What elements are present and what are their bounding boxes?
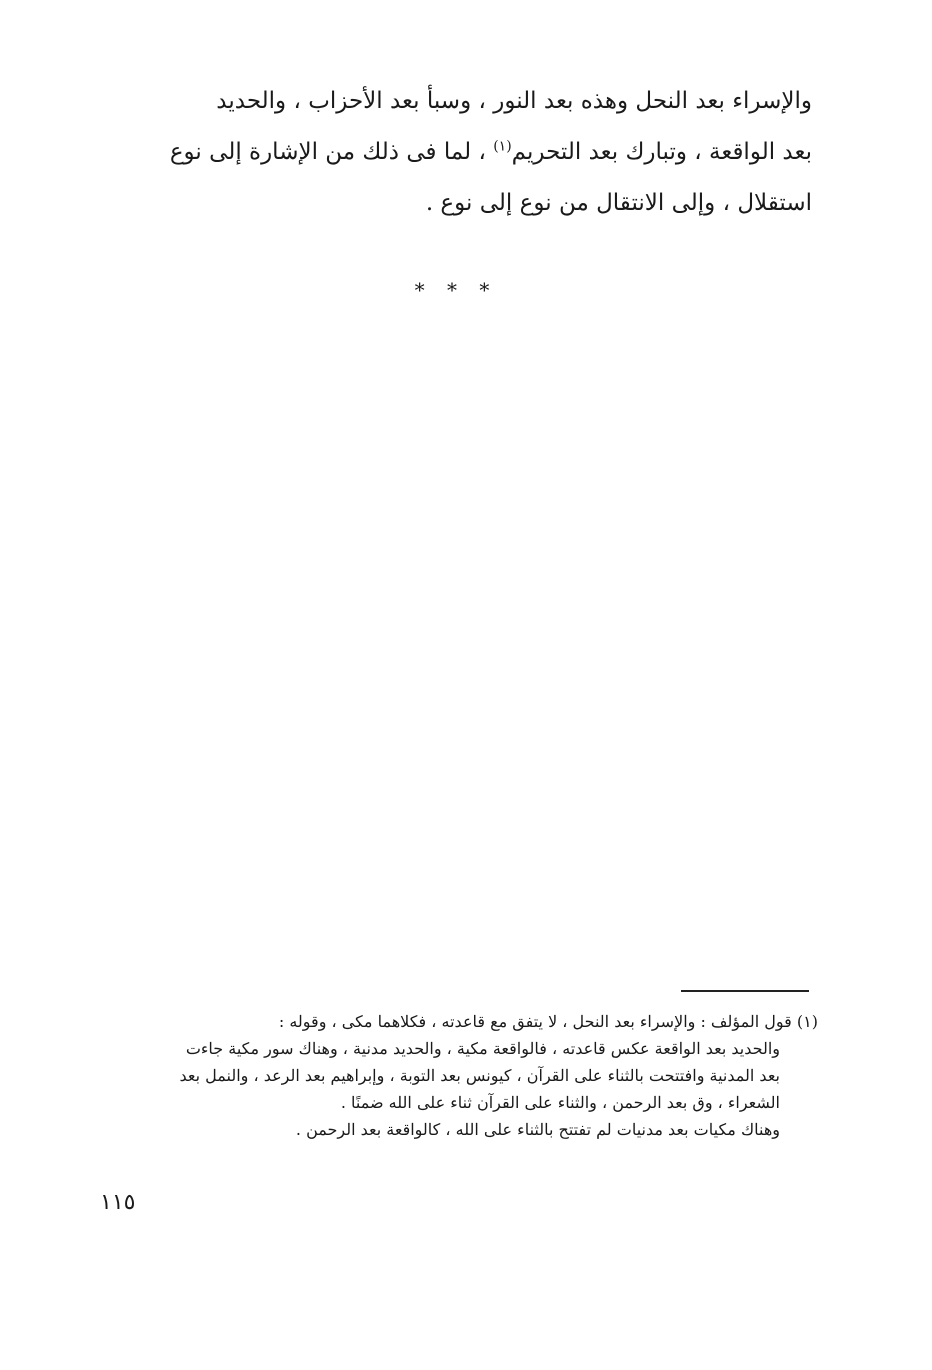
footnote-line-4: الشعراء ، وق بعد الرحمن ، والثناء على القرآن ثناء على الله ضمنًا . [340, 1093, 780, 1112]
main-text [100, 76, 812, 229]
footnote-reference: (١) [493, 138, 512, 155]
main-text-line-2-start: بعد الواقعة ، وتبارك بعد التحريم [511, 139, 812, 165]
page-number: ١١٥ [100, 1190, 136, 1215]
footnote-line-5: وهناك مكيات بعد مدنيات لم تفتتح بالثناء على الله ، كالواقعة بعد الرحمن . [295, 1120, 780, 1139]
footnote-block [100, 1008, 818, 1143]
main-text-line-3: استقلال ، وإلى الانتقال من نوع إلى نوع . [425, 190, 812, 216]
main-text-line-2-end: ، لما فى ذلك من الإشارة إلى نوع [169, 139, 494, 165]
footnote-line-2: والحديد بعد الواقعة عكس قاعدته ، فالواقعة مكية ، والحديد مدنية ، وهناك سور مكية جاءت [185, 1039, 780, 1058]
main-text-line-2 [100, 127, 812, 178]
footnote-line-3: بعد المدنية وافتتحت بالثناء على القرآن ، كيونس بعد التوبة ، وإبراهيم بعد الرعد ، والنمل بعد [179, 1066, 780, 1085]
main-text-line-1: والإسراء بعد النحل وهذه بعد النور ، وسبأ بعد الأحزاب ، والحديد [216, 88, 812, 114]
footnote-line-1: (١) قول المؤلف : والإسراء بعد النحل ، لا يتفق مع قاعدته ، فكلاهما مكى ، وقوله : [278, 1012, 818, 1031]
section-separator: * * * [414, 278, 498, 302]
footnote-divider [681, 990, 809, 992]
